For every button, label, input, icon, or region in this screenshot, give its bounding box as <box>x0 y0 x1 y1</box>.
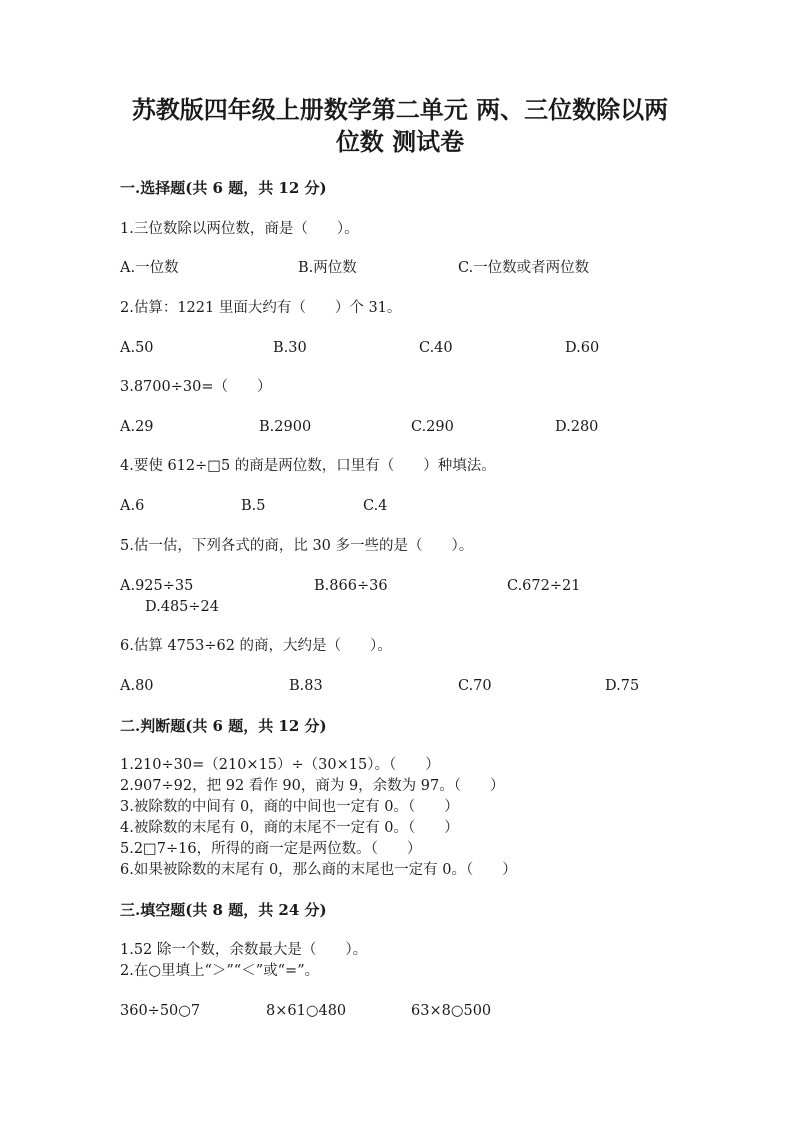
question-text: 3.8700÷30=（ ） <box>120 379 272 395</box>
judge-item: 4.被除数的末尾有 0，商的末尾不一定有 0。（ ） <box>120 820 459 836</box>
fill-item: 2.在○里填上“＞”“＜”或“=”。 <box>120 963 320 979</box>
section-heading-choice: 一.选择题(共 6 题，共 12 分) <box>120 179 327 197</box>
option: B.30 <box>273 340 307 356</box>
option: B.83 <box>289 678 323 694</box>
judge-item: 5.2□7÷16，所得的商一定是两位数。（ ） <box>120 841 422 857</box>
option: B.866÷36 <box>314 578 388 594</box>
question-text: 6.估算 4753÷62 的商，大约是（ ）。 <box>120 638 392 654</box>
compare-expression: 8×61○480 <box>266 1003 347 1019</box>
judge-item: 6.如果被除数的末尾有 0，那么商的末尾也一定有 0。（ ） <box>120 862 517 878</box>
option: C.40 <box>419 340 453 356</box>
compare-expression: 360÷50○7 <box>120 1003 201 1019</box>
question-text: 2.估算：1221 里面大约有（ ）个 31。 <box>120 300 402 316</box>
option: C.672÷21 <box>507 578 581 594</box>
option: C.290 <box>411 419 454 435</box>
option: A.80 <box>120 678 154 694</box>
question-text: 4.要使 612÷□5 的商是两位数，口里有（ ）种填法。 <box>120 458 496 474</box>
compare-expression: 63×8○500 <box>411 1003 492 1019</box>
title-line-2: 位数 测试卷 <box>335 127 465 156</box>
question-text: 5.估一估，下列各式的商，比 30 多一些的是（ ）。 <box>120 538 474 554</box>
section-heading-fill: 三.填空题(共 8 题，共 24 分) <box>120 901 327 919</box>
option: D.75 <box>605 678 640 694</box>
option: D.485÷24 <box>145 599 219 615</box>
option: A.29 <box>120 419 154 435</box>
judge-item: 3.被除数的中间有 0，商的中间也一定有 0。（ ） <box>120 799 459 815</box>
document-title <box>100 94 700 158</box>
option: B.两位数 <box>298 260 357 276</box>
fill-item: 1.52 除一个数，余数最大是（ ）。 <box>120 942 368 958</box>
option: D.60 <box>565 340 600 356</box>
option: B.5 <box>241 498 266 514</box>
title-line-1: 苏教版四年级上册数学第二单元 两、三位数除以两 <box>131 95 669 124</box>
option: A.925÷35 <box>120 578 194 594</box>
option: A.50 <box>120 340 154 356</box>
option: B.2900 <box>259 419 312 435</box>
option: C.70 <box>458 678 492 694</box>
section-heading-judge: 二.判断题(共 6 题，共 12 分) <box>120 717 327 735</box>
option: A.一位数 <box>120 260 179 276</box>
judge-item: 2.907÷92，把 92 看作 90，商为 9，余数为 97。（ ） <box>120 778 505 794</box>
option: A.6 <box>120 498 145 514</box>
option: C.4 <box>363 498 388 514</box>
option: C.一位数或者两位数 <box>458 260 590 276</box>
option: D.280 <box>555 419 599 435</box>
question-text: 1.三位数除以两位数，商是（ ）。 <box>120 221 359 237</box>
judge-item: 1.210÷30=（210×15）÷（30×15）。（ ） <box>120 757 440 773</box>
